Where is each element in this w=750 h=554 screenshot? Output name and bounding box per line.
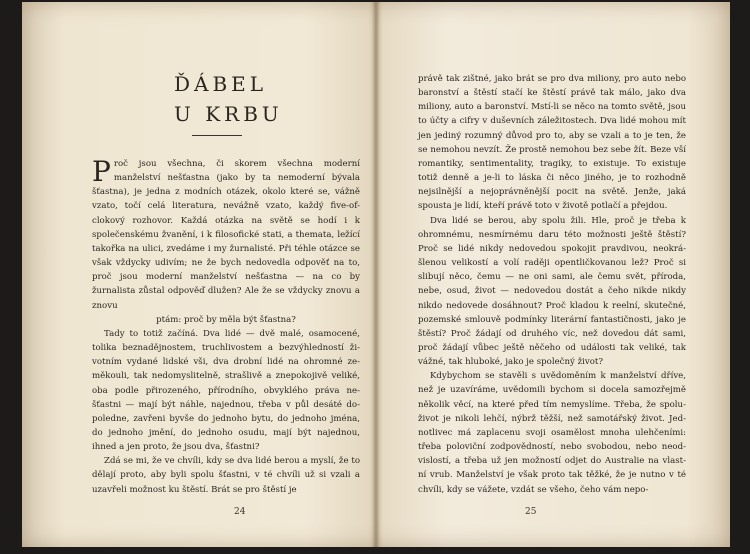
right-page (380, 2, 730, 547)
chapter-title-line1: ĎÁBEL (174, 72, 268, 96)
right-paragraph-3: Kdybychom se stavěli s uvědoměním k manželství dříve, než je uzavíráme, uvědomili bychom si docela samozřejmě několik věcí, na které před tím nemyslíme. Třeba, že spolu- život je nikoli lehčí, nýbrž těžší, než samotářský život. Jed- notlivec má zaplacenu svoji osamělost mnoha ulehčeními: třeba poloviční zodpovědností, nebo svobodou, nebo neod- vislostí, a třeba už jen možností odjet do Australie na vlast- ní vrub. Manželství je však proto tak těžké, že je nutno v té chvíli, kdy se vážete, vzdát se všeho, čeho vám nepo- (418, 371, 686, 495)
book-spread (22, 2, 730, 547)
left-paragraph-1-text: roč jsou všechna, či skorem všechna moderní manželství nešťastna (jako by ta nemoderní bývala šťastna), je jedna z modních otázek, okolo které se, vážně vzato, točí celá literatura, nevážně vzato, každý five-of-clokový rozhovor. Každá otázka na světě se hodí i k společenskému žvanění, i k filosofické stati, a themata, ležící takořka na ulici, zvedáme i my žurnalisté. Při téhle otázce se však vždycky udivím; ne že bych nedovedla odpověť na to, proč jsou moderní manželství nešťastna — na co by žurnalista zůstal odpověď dlužen? Ale že se vždycky znovu a znovu (92, 159, 360, 311)
left-page-number: 24 (234, 507, 246, 517)
left-paragraph-1 (92, 157, 360, 313)
right-paragraph-1: právě tak zištné, jako brát se pro dva miliony, pro auto nebo baronství a štěstí stačí ke štěstí právě tak málo, jako dva miliony, auto a baronství. Mstí-li se něco na tomto světě, jsou to účty a cifry v duševních záležitostech. Dva lidé mohou mít jen jediný rozumný důvod pro to, aby se vzali a to je ten, že se nemohou nevzít. Že prostě nemohou bez sebe žít. Beze vší romantiky, sentimentality, tragiky, to existuje. To existuje totiž denně a je-li to láska či něco jiného, je to rozhodně nejsilnější a nejoprávněnější pocit na světě. Jenže, jaká spousta je lidí, kteří právě toto v životě potlačí a přejdou. (418, 74, 686, 212)
right-paragraph-2: Dva lidé se berou, aby spolu žili. Hle, proč je třeba k ohromnému, nesmírnému daru této možnosti ještě štěstí? Proč se lidé nikdy nedovedou spokojit pravdivou, neokrá- šlenou velikostí a volí raději opentličkovanou lež? Proč si slibují něco, čemu — ne oni sami, ale čemu svět, příroda, nebe, osud, život — nedovedou dostát a čeho nikde nikdy nikdo nedovede dosáhnout? Proč kladou k reelní, skutečné, pozemské smlouvě podmínky literární fantastičnosti, jako je štěstí? Proč žádají od druhého víc, než dovedou dát sami, proč žádají vůbec ještě něčeho od události tak veliké, tak vážné, tak hluboké, jako je společný život? (418, 215, 686, 368)
book-gutter (372, 2, 380, 547)
left-body-text (92, 157, 360, 497)
left-paragraph-3: Zdá se mi, že ve chvíli, kdy se dva lidé berou a myslí, že to dělají proto, aby byli spolu šťastni, v té chvíli už si vzali a uzavřeli možnost ku štěstí. Brát se pro štěstí je (92, 456, 360, 495)
left-paragraph-2: Tady to totiž začíná. Dva lidé — dvě malé, osamocené, tolika beznadějnostem, truchlivostem a bezvýhledností ži- votním vydané lidské vši, dva drobní lidé na ohromné ze- měkouli, tak nedomyslitelně, strašlivě a znepokojivě veliké, oba podle přirozeného, přírodního, obvyklého práva ne- šťastni — mají být náhle, najednou, třeba v půl desáté do- poledne, zavřeni byvše do jednoho bytu, do jednoho jména, do jednoho jmění, do jednoho osudu, mají být najednou, ihned a jen proto, že jsou dva, šťastni? (92, 328, 360, 453)
right-page-number: 25 (525, 507, 537, 517)
title-rule (192, 135, 242, 136)
drop-cap: P (92, 155, 111, 188)
left-page (22, 2, 372, 547)
right-body-text (418, 72, 686, 497)
left-paragraph-1-last-line: ptám: proč by měla být šťastna? (156, 314, 296, 325)
chapter-title-line2: U KRBU (174, 102, 283, 126)
